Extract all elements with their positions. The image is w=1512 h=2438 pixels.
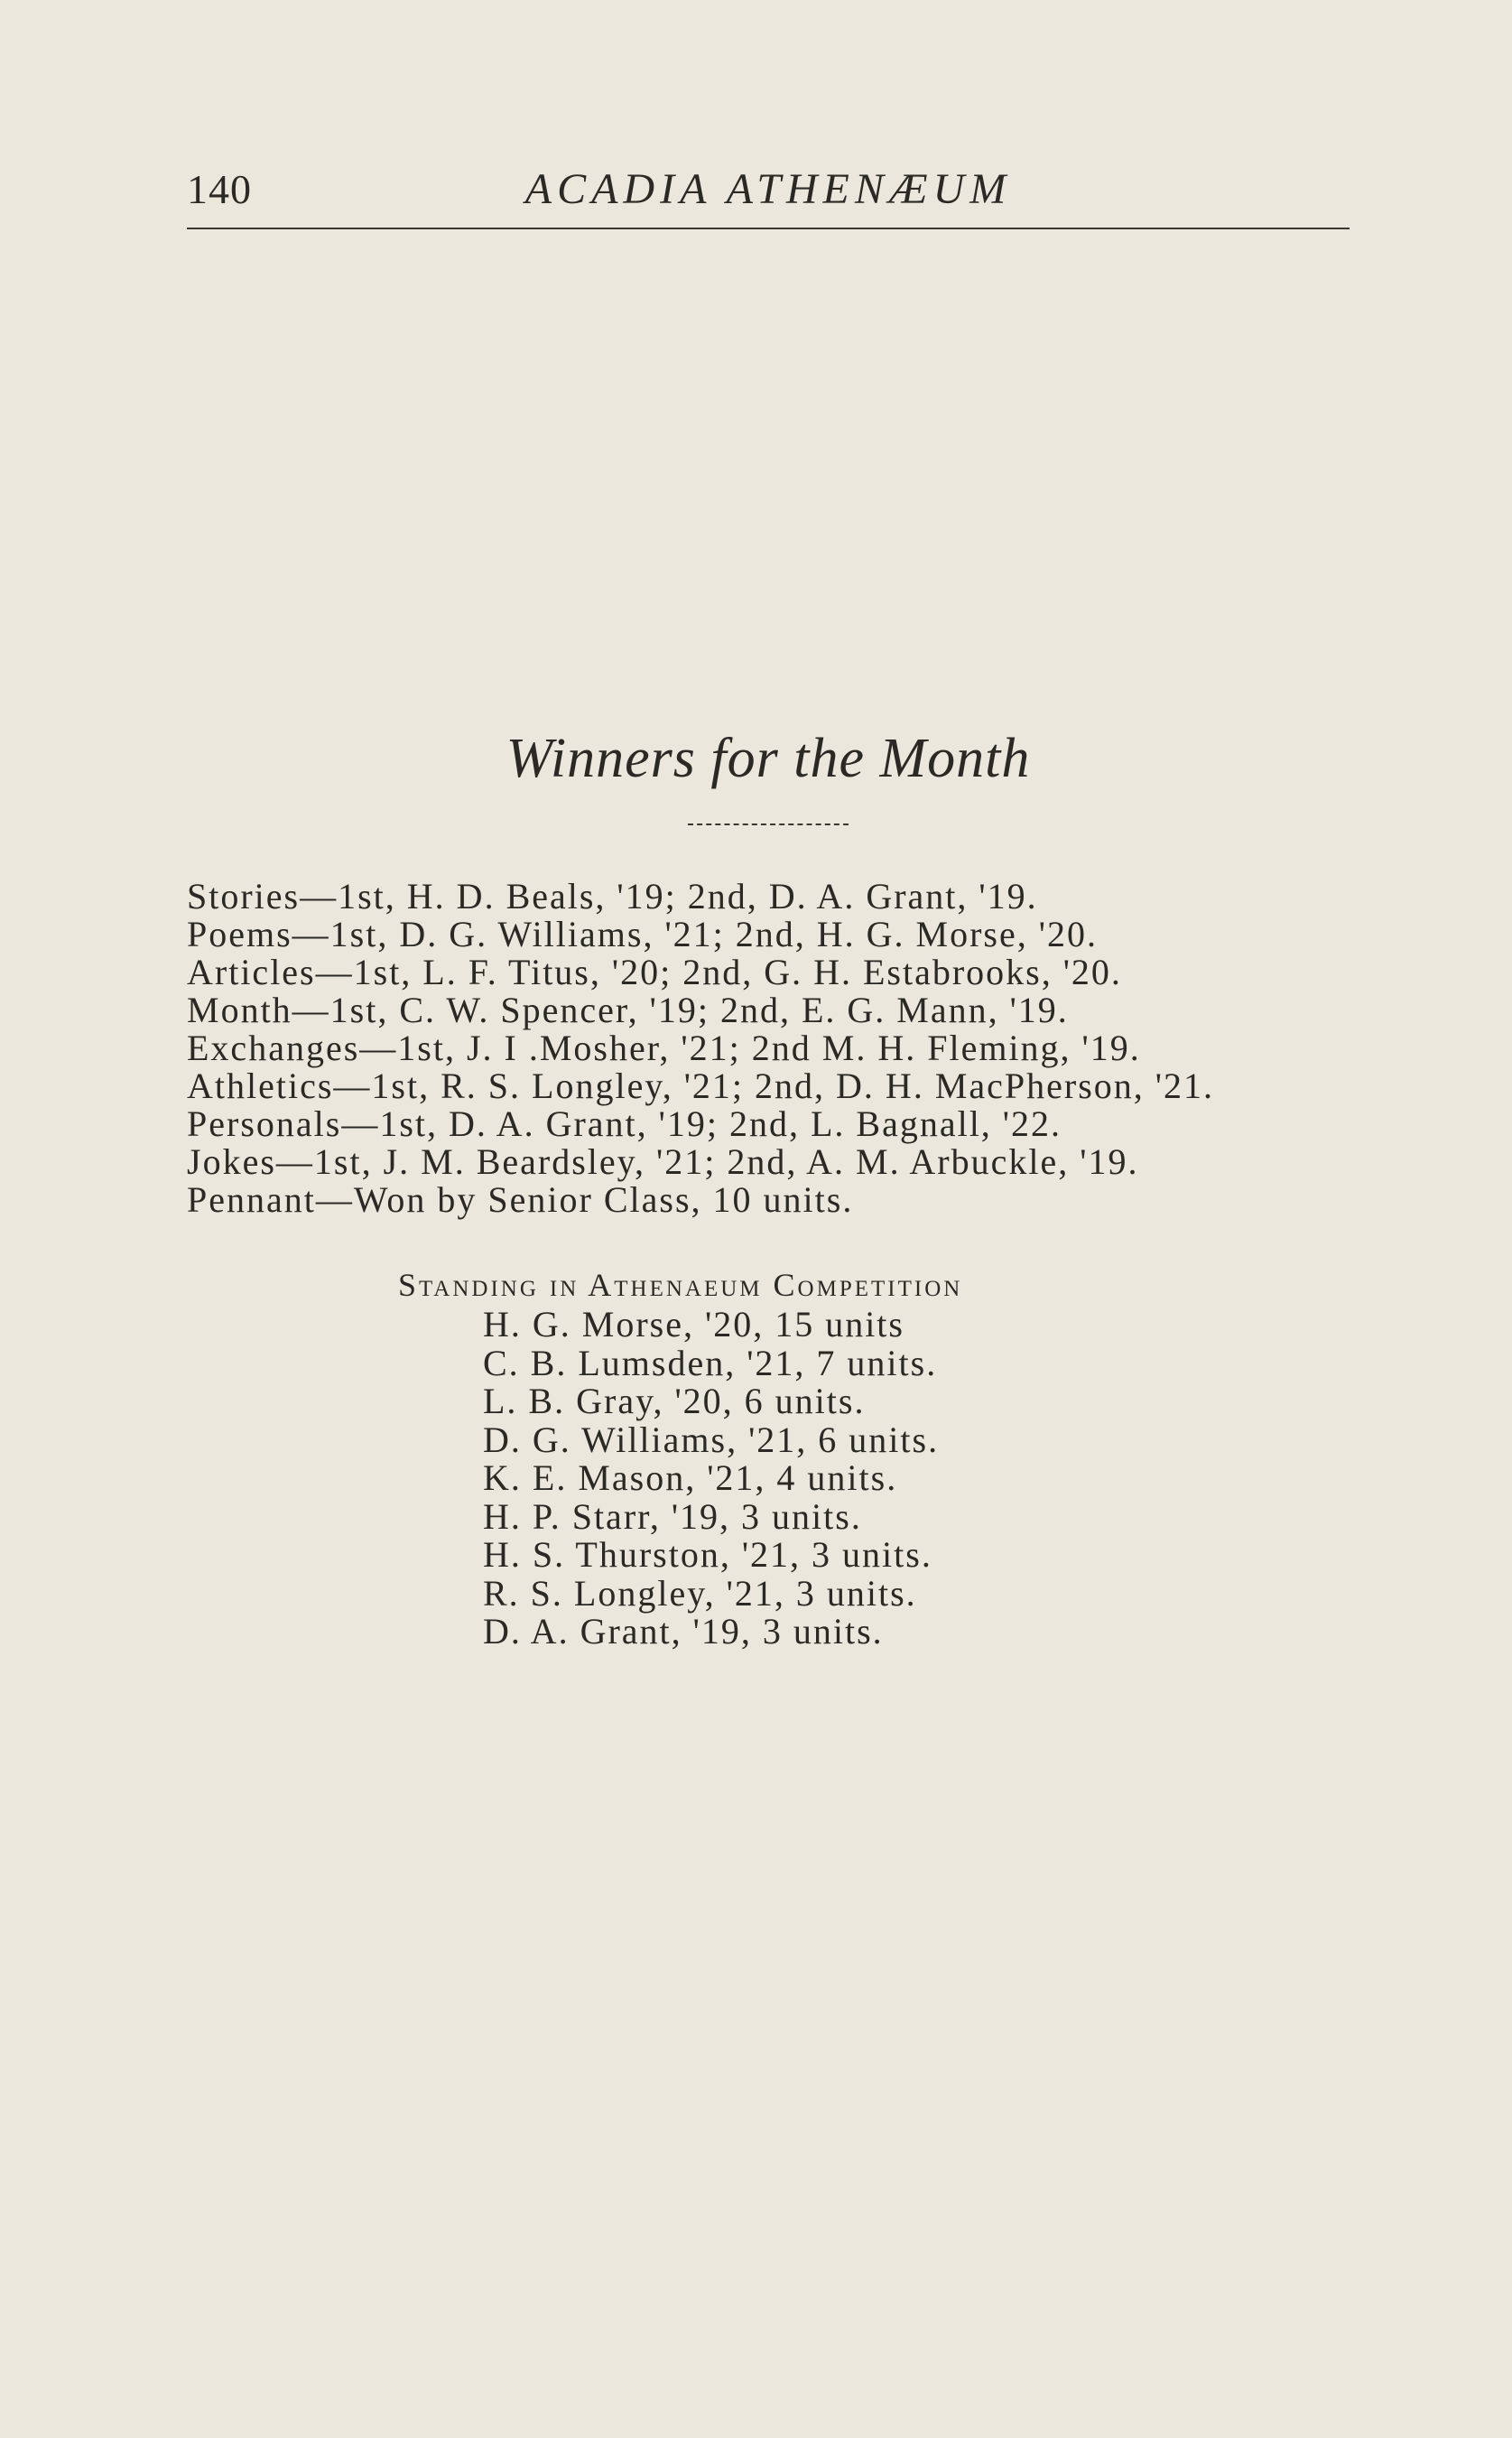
page-header (187, 163, 1350, 229)
section-title: Winners for the Month (506, 728, 1031, 789)
standing-entry: C. B. Lumsden, '21, 7 units. (483, 1342, 938, 1383)
winner-line-articles: Articles—1st, L. F. Titus, '20; 2nd, G. H. Estabrooks, '20. (187, 952, 1122, 992)
running-head: ACADIA ATHENÆUM (524, 165, 1012, 213)
winner-line-athletics: Athletics—1st, R. S. Longley, '21; 2nd, D. H. MacPherson, '21. (187, 1065, 1214, 1106)
standing-entry: H. G. Morse, '20, 15 units (483, 1304, 904, 1345)
standing-entry: D. G. Williams, '21, 6 units. (483, 1419, 940, 1460)
standing-list (483, 1306, 939, 1652)
winner-line-exchanges: Exchanges—1st, J. I .Mosher, '21; 2nd M. H. Fleming, '19. (187, 1028, 1141, 1068)
standing-entry: K. E. Mason, '21, 4 units. (483, 1457, 898, 1498)
winner-line-poems: Poems—1st, D. G. Williams, '21; 2nd, H. G. Morse, '20. (187, 914, 1098, 954)
standing-entry: D. A. Grant, '19, 3 units. (483, 1611, 884, 1652)
winner-line-stories: Stories—1st, H. D. Beals, '19; 2nd, D. A. Grant, '19. (187, 876, 1038, 917)
winner-line-pennant: Pennant—Won by Senior Class, 10 units. (187, 1179, 854, 1220)
standing-heading: Standing in Athenaeum Competition (398, 1267, 963, 1303)
winner-line-jokes: Jokes—1st, J. M. Beardsley, '21; 2nd, A. M. Arbuckle, '19. (187, 1141, 1139, 1182)
title-rule (688, 824, 849, 825)
winner-line-month: Month—1st, C. W. Spencer, '19; 2nd, E. G. Mann, '19. (187, 990, 1069, 1030)
standing-entry: H. S. Thurston, '21, 3 units. (483, 1534, 932, 1575)
standing-entry: L. B. Gray, '20, 6 units. (483, 1381, 866, 1421)
winners-list (187, 878, 1396, 1219)
standing-entry: H. P. Starr, '19, 3 units. (483, 1495, 862, 1537)
winner-line-personals: Personals—1st, D. A. Grant, '19; 2nd, L. Bagnall, '22. (187, 1103, 1062, 1144)
standing-entry: R. S. Longley, '21, 3 units. (483, 1572, 917, 1614)
page-number: 140 (187, 166, 252, 212)
